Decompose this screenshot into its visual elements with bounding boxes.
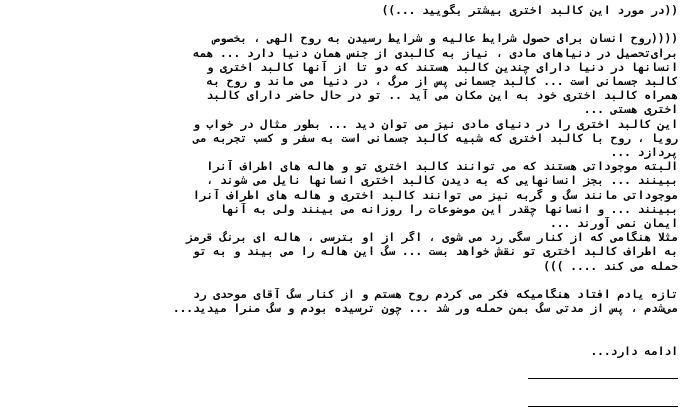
- text-line: به اطراف کالبد اختری تو نقش خواهد بست ... سگ این هاله را می بیند و به تو: [193, 245, 678, 259]
- text-line: البته موجوداتی هستند که می توانند کالبد اختری تو و هاله های اطراف آنرا: [206, 160, 678, 174]
- text-line: کالبد جسمانی است ... کالبد جسمانی پس از مرگ ، در دنیا می ماند و روح به: [206, 75, 678, 88]
- text-line: ((در مورد این کالبد اختری بیشتر بگویید ...)): [381, 4, 678, 17]
- text-line: موجوداتی مانند سگ و گربه نیز می توانند کالبد اختری و هاله های اطراف آنرا: [193, 188, 678, 202]
- text-line: ببینند ... بجز انسانهایی که به دیدن کالبد اختری انسانها نایل می شوند ،: [206, 174, 678, 188]
- text-line: برای‌تحصیل در دنیاهای مادی ، نیاز به کالبدی از جنس همان دنیا دارد ... همه: [193, 46, 678, 60]
- text-line: پردازد ...: [610, 146, 678, 159]
- divider-top: [528, 378, 678, 379]
- text-line: تازه یادم افتاد هنگامیکه فکر می کردم روح هستم و از کنار سگ آقای موحدی رد: [193, 288, 678, 301]
- continued-label: ادامه دارد...: [590, 344, 678, 358]
- text-line: رویا ، روح با کالبد اختری که شبیه کالبد جسمانی است به سفر و کسب تجربه می: [193, 131, 678, 145]
- text-line: ببینند ... و انسانها چقدر این موضوعات را روزانه می بینند ولی به آنها: [219, 202, 678, 216]
- text-line: همراه کالبد اختری خود به این مکان می آید .. تو در حال حاضر دارای کالبد: [206, 89, 678, 103]
- text-line: حمله می کند .... ))): [543, 259, 678, 273]
- text-line: ایمان نمی آورند ...: [550, 217, 678, 230]
- text-line: ((((روح انسان برای حصول شرایط عالیه و شرایط رسیدن به روح الهی ، بخصوص: [213, 32, 678, 46]
- text-line: انسانها در دنیا دارای چندین کالبد هستند که دو تا از آنها کالبد اختری و: [206, 60, 678, 74]
- text-line: اختری هستی ...: [583, 103, 678, 117]
- text-line: این کالبد اختری را در دنیای مادی نیز می توان دید ... بطور مثال در خواب و: [193, 117, 678, 131]
- divider-bottom: [528, 406, 678, 407]
- text-line: مثلا هنگامی که از کنار سگی رد می شوی ، اگر از او بترسی ، هاله ای برنگ قرمز: [186, 231, 678, 245]
- text-line: می‌شدم ، پس از مدتی سگ بمن حمله ور شد ... چون ترسیده بودم و سگ منرا میدید...: [172, 302, 678, 316]
